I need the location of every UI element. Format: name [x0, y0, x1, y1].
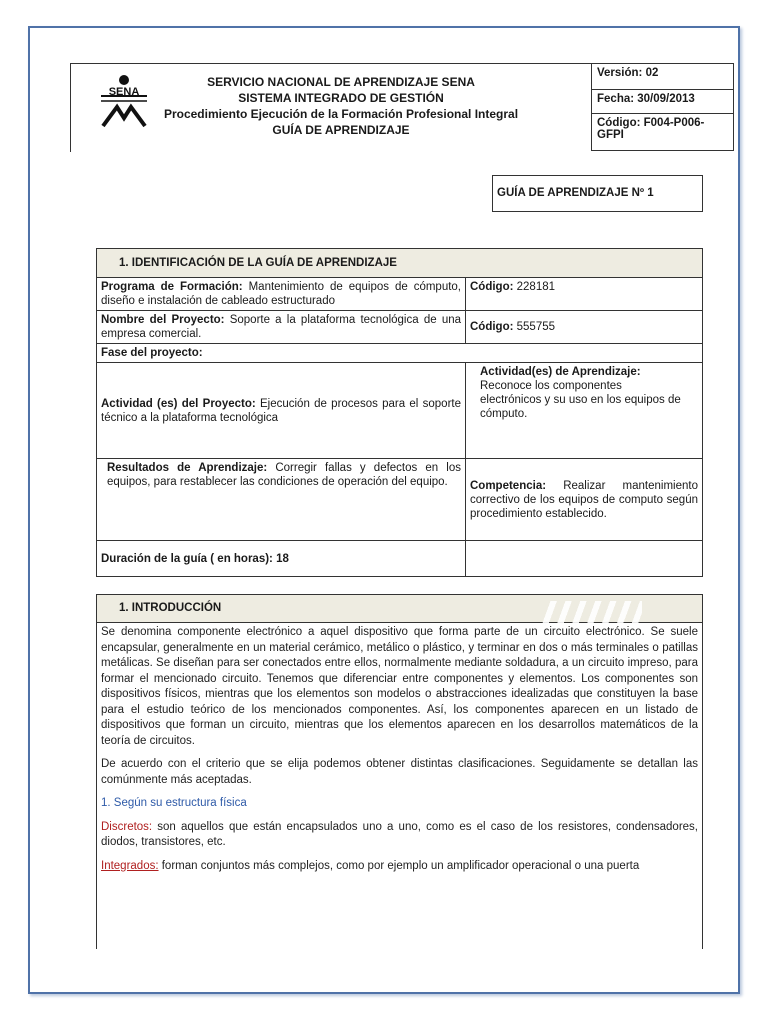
header-meta — [591, 63, 734, 151]
program-code-label: Código: — [470, 281, 514, 293]
project-label: Nombre del Proyecto: — [101, 314, 225, 326]
competence-label: Competencia: — [470, 479, 547, 492]
duration-cell — [97, 541, 466, 577]
project-value: Soporte a la plataforma tecnológica de una empresa comercial. — [101, 314, 462, 340]
document-header — [70, 63, 735, 153]
guide-number: GUÍA DE APRENDIZAJE Nº 1 — [492, 175, 703, 212]
project-code-label: Código: — [470, 321, 514, 333]
discretos-paragraph — [101, 820, 698, 851]
competence-cell — [466, 459, 703, 541]
decorative-stripes — [542, 601, 642, 625]
learning-activity-value: Reconoce los componentes electrónicos y su uso en los equipos de cómputo. — [480, 380, 681, 420]
introduction-body — [97, 623, 702, 884]
project-code-cell — [466, 311, 703, 344]
introduction-title: 1. INTRODUCCIÓN — [119, 602, 222, 614]
results-cell — [97, 459, 466, 541]
program-code-cell — [466, 278, 703, 311]
system-name: SISTEMA INTEGRADO DE GESTIÓN — [238, 91, 444, 105]
identification-table — [96, 248, 703, 577]
duration-label: Duración de la guía ( en horas): 18 — [101, 552, 289, 565]
intro-paragraph-2: De acuerdo con el criterio que se elija podemos obtener distintas clasificaciones. Seguidamente se detallan las comúnmente más aceptadas. — [101, 758, 698, 786]
phase-label: Fase del proyecto: — [101, 347, 203, 359]
phase-cell — [97, 344, 703, 363]
program-value: Mantenimiento de equipos de cómputo, diseño e instalación de cableado estructurado — [101, 281, 461, 307]
program-code-value: 228181 — [513, 281, 556, 293]
classification-heading: 1. Según su estructura física — [101, 797, 247, 809]
header-title-block — [70, 63, 592, 152]
identification-title: 1. IDENTIFICACIÓN DE LA GUÍA DE APRENDIZAJE — [97, 249, 703, 278]
intro-paragraph-1: Se denomina componente electrónico a aquel dispositivo que forma parte de un circuito electrónico. Se suele encapsular, generalmente en un material cerámico, metálico o plástico, y terminar en dos o más terminales o patillas metálicas. Se diseñan para ser conectados entre ellos, normalmente mediante soldadura, a un circuito impreso, para formar el mencionado circuito. Tenemos que diferenciar entre componentes y elementos. Los componentes son dispositivos físicos, mientras que los elementos son modelos o abstracciones idealizadas que constituyen la base para el estudio teórico de los mencionados componentes. Así, los componentes aparecen en un listado de dispositivos que forman un circuito, mientras que los elementos aparecen en los desarrollos matemáticos de la teoría de circuitos. — [101, 626, 698, 747]
discretos-text: son aquellos que están encapsulados uno a uno, como es el caso de los resistores, condensadores, diodos, transistores, etc. — [101, 820, 698, 848]
discretos-term: Discretos: — [101, 820, 153, 833]
version: Versión: 02 — [592, 64, 733, 90]
integrados-term: Integrados: — [101, 859, 159, 872]
header-titles — [141, 74, 541, 138]
results-value: Corregir fallas y defectos en los equipos, para restablecer las condiciones de operación del equipo. — [107, 462, 461, 488]
org-name: SERVICIO NACIONAL DE APRENDIZAJE SENA — [207, 75, 475, 89]
activity-label: Actividad (es) del Proyecto: — [101, 397, 256, 410]
program-label: Programa de Formación: — [101, 281, 243, 293]
procedure-name: Procedimiento Ejecución de la Formación Profesional Integral — [163, 107, 519, 121]
competence-value: Realizar mantenimiento correctivo de los equipos de computo según procedimiento establecido. — [470, 479, 698, 520]
date: Fecha: 30/09/2013 — [592, 90, 733, 114]
project-code-value: 555755 — [513, 321, 556, 333]
learning-activity-cell — [466, 363, 703, 459]
program-cell — [97, 278, 466, 311]
activity-value: Ejecución de procesos para el soporte técnico a la plataforma tecnológica — [101, 397, 461, 424]
code: Código: F004-P006-GFPI — [597, 117, 705, 141]
results-label: Resultados de Aprendizaje: — [107, 462, 268, 474]
learning-activity-label: Actividad(es) de Aprendizaje: — [480, 366, 641, 378]
project-cell — [97, 311, 466, 344]
integrados-paragraph — [101, 859, 698, 875]
introduction-section — [96, 594, 703, 949]
duration-empty-cell — [466, 541, 703, 577]
activity-cell — [97, 363, 466, 459]
doc-type: GUÍA DE APRENDIZAJE — [272, 123, 410, 137]
integrados-text: forman conjuntos más complejos, como por ejemplo un amplificador operacional o una puerta — [158, 859, 640, 872]
introduction-header — [97, 595, 702, 623]
sena-logo-text: SENA — [108, 86, 140, 98]
